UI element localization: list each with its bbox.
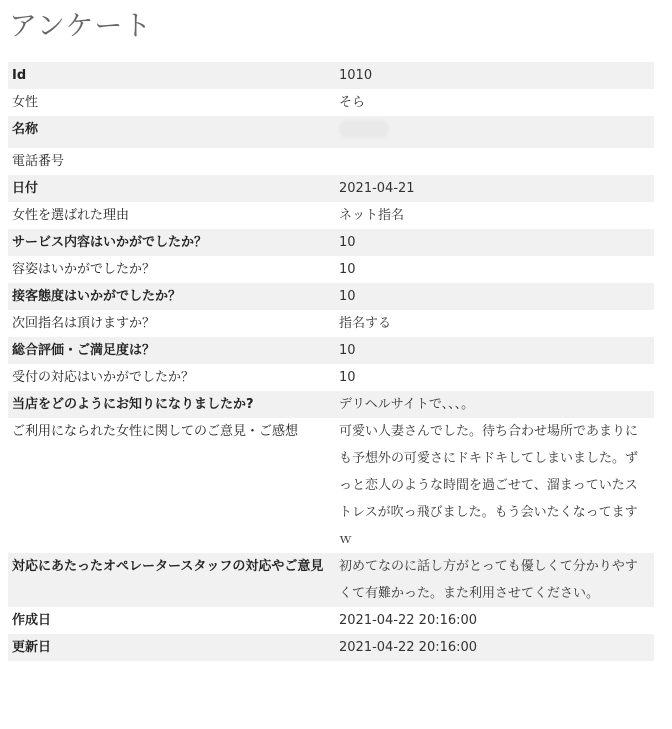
table-row-woman bbox=[8, 89, 654, 116]
table-row-service bbox=[8, 229, 654, 256]
row-value: ネット指名 bbox=[339, 208, 405, 223]
row-value: 可愛い人妻さんでした。待ち合わせ場所であまりにも予想外の可愛さにドキドキしてしまいました。ずっと恋人のような時間を過ごせて、溜まっていたストレスが吹っ飛びました。もう会いたくなってますｗ bbox=[339, 424, 639, 547]
row-label: 女性を選ばれた理由 bbox=[12, 208, 130, 223]
row-label: 更新日 bbox=[8, 634, 335, 661]
row-value: 1010 bbox=[335, 62, 654, 89]
table-row-created bbox=[8, 607, 654, 634]
row-label: 接客態度はいかがでしたか？ bbox=[8, 283, 335, 310]
row-label: 電話番号 bbox=[12, 154, 65, 169]
row-label: 女性 bbox=[12, 95, 39, 110]
row-value: 10 bbox=[339, 262, 356, 277]
table-row-overall bbox=[8, 337, 654, 364]
row-label: Id bbox=[8, 62, 335, 89]
row-value: 2021-04-21 bbox=[335, 175, 654, 202]
row-value: 10 bbox=[335, 229, 654, 256]
survey-detail-table bbox=[8, 62, 654, 661]
redacted-value-blur bbox=[339, 120, 389, 138]
table-row-reception bbox=[8, 364, 654, 391]
row-value: そら bbox=[339, 95, 366, 110]
row-value: 2021-04-22 20:16:00 bbox=[335, 634, 654, 661]
row-label: サービス内容はいかがでしたか？ bbox=[8, 229, 335, 256]
table-row-woman-feedback bbox=[8, 418, 654, 553]
row-value: 指名する bbox=[339, 316, 392, 331]
table-row-next-nomination bbox=[8, 310, 654, 337]
row-label: 名称 bbox=[8, 116, 335, 148]
row-value: 10 bbox=[335, 283, 654, 310]
row-label: ご利用になられた女性に関してのご意見・ご感想 bbox=[12, 424, 299, 439]
row-value: 2021-04-22 20:16:00 bbox=[339, 613, 478, 628]
table-row-reason bbox=[8, 202, 654, 229]
row-label: 次回指名は頂けますか？ bbox=[12, 316, 156, 331]
row-value bbox=[335, 148, 654, 175]
row-value: 初めてなのに話し方がとっても優しくて分かりやすくて有難かった。また利用させてください。 bbox=[335, 553, 654, 607]
row-value: 10 bbox=[335, 337, 654, 364]
table-row-date bbox=[8, 175, 654, 202]
row-label: 日付 bbox=[8, 175, 335, 202]
table-row-operator-feedback bbox=[8, 553, 654, 607]
row-label: 容姿はいかがでしたか？ bbox=[12, 262, 156, 277]
row-label: 当店をどのようにお知りになりましたか? bbox=[8, 391, 335, 418]
row-value: デリヘルサイトで、、、。 bbox=[335, 391, 654, 418]
row-value-redacted bbox=[335, 116, 654, 148]
row-label: 受付の対応はいかがでしたか？ bbox=[12, 370, 195, 385]
table-row-appearance bbox=[8, 256, 654, 283]
table-row-name bbox=[8, 116, 654, 148]
page-title: アンケート bbox=[9, 9, 153, 42]
table-row-id bbox=[8, 62, 654, 89]
row-label: 対応にあたったオペレータースタッフの対応やご意見 bbox=[8, 553, 335, 607]
table-row-attitude bbox=[8, 283, 654, 310]
table-row-phone bbox=[8, 148, 654, 175]
row-label: 総合評価・ご満足度は？ bbox=[8, 337, 335, 364]
table-row-updated bbox=[8, 634, 654, 661]
table-row-how-found bbox=[8, 391, 654, 418]
row-label: 作成日 bbox=[12, 613, 52, 628]
row-value: 10 bbox=[339, 370, 356, 385]
